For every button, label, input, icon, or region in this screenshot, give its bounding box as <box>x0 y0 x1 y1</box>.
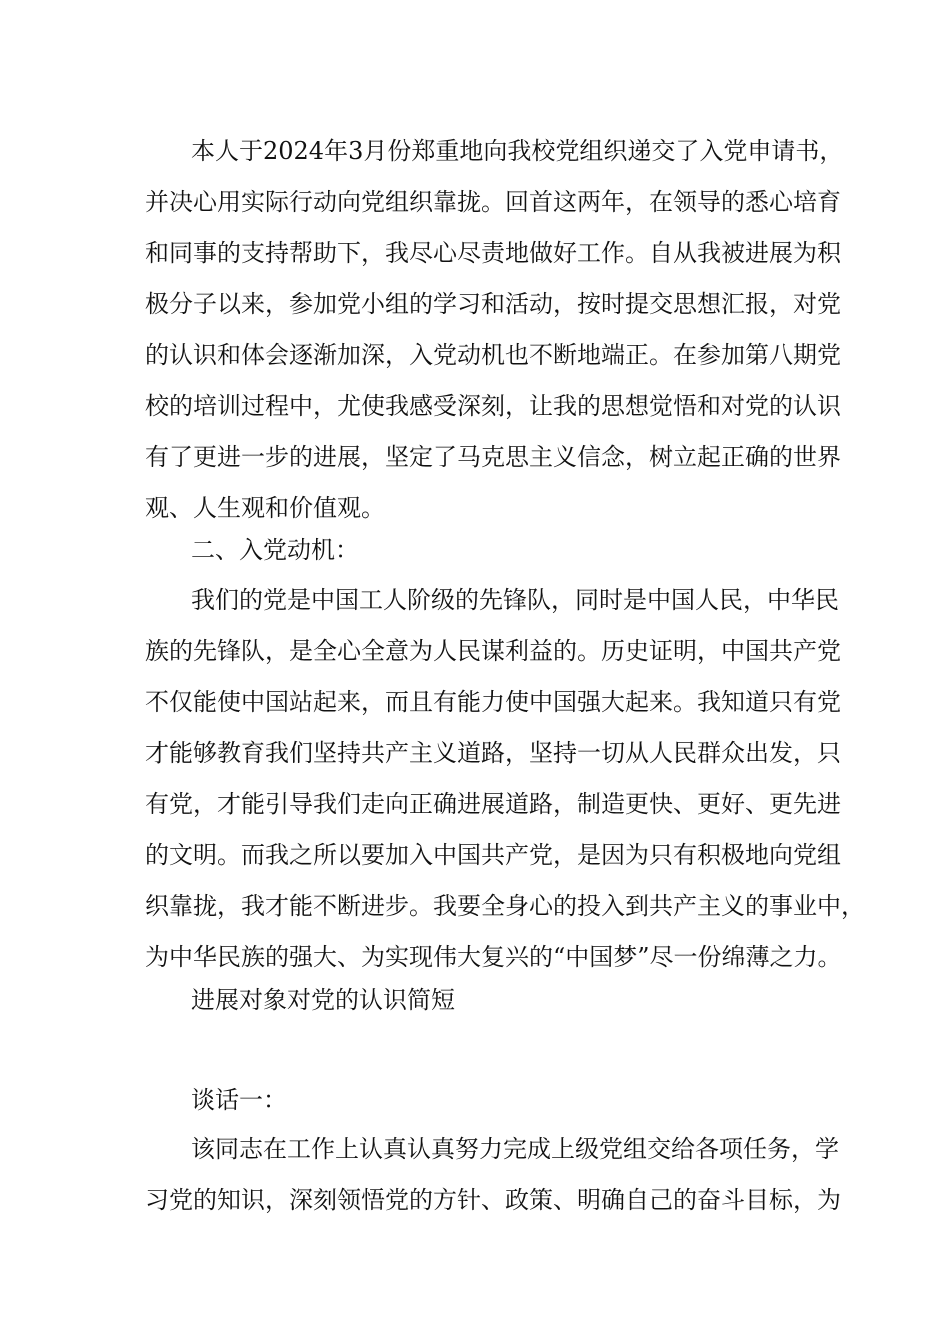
section-heading-2 <box>145 525 835 576</box>
title-line-block <box>145 975 835 1026</box>
talk-heading-block <box>145 1075 835 1126</box>
paragraph-2-line: 为中华民族的强大、为实现伟大复兴的“中国梦”尽一份绵薄之力。 <box>145 943 842 971</box>
paragraph-1-line: 极分子以来，参加党小组的学习和活动，按时提交思想汇报，对党 <box>145 290 841 318</box>
paragraph-2-line: 族的先锋队，是全心全意为人民谋利益的。历史证明，中国共产党 <box>145 637 841 665</box>
paragraph-1-line: 并决心用实际行动向党组织靠拢。回首这两年，在领导的悉心培育 <box>145 188 841 216</box>
paragraph-3-line: 习党的知识，深刻领悟党的方针、政策、明确自己的奋斗目标，为 <box>145 1186 841 1214</box>
paragraph-1-line: 有了更进一步的进展，坚定了马克思主义信念，树立起正确的世界 <box>145 443 841 471</box>
paragraph-3-line: 该同志在工作上认真认真努力完成上级党组交给各项任务，学 <box>191 1135 839 1163</box>
paragraph-1-line: 校的培训过程中，尤使我感受深刻，让我的思想觉悟和对党的认识 <box>145 392 841 420</box>
talk-heading: 谈话一： <box>191 1086 287 1114</box>
section-heading: 二、入党动机： <box>191 536 359 564</box>
paragraph-3 <box>145 1124 841 1226</box>
paragraph-2-line: 我们的党是中国工人阶级的先锋队，同时是中国人民，中华民 <box>191 586 839 614</box>
paragraph-2-line: 有党，才能引导我们走向正确进展道路，制造更快、更好、更先进 <box>145 790 841 818</box>
paragraph-2 <box>145 575 865 983</box>
paragraph-1-line: 观、人生观和价值观。 <box>145 494 385 522</box>
title-line: 进展对象对党的认识简短 <box>191 986 455 1014</box>
paragraph-2-line: 才能够教育我们坚持共产主义道路，坚持一切从人民群众出发，只 <box>145 739 841 767</box>
paragraph-2-line: 不仅能使中国站起来，而且有能力使中国强大起来。我知道只有党 <box>145 688 841 716</box>
paragraph-1-line: 的认识和体会逐渐加深，入党动机也不断地端正。在参加第八期党 <box>145 341 841 369</box>
paragraph-1 <box>145 126 844 534</box>
paragraph-2-line: 织靠拢，我才能不断进步。我要全身心的投入到共产主义的事业中， <box>145 892 865 920</box>
paragraph-2-line: 的文明。而我之所以要加入中国共产党，是因为只有积极地向党组 <box>145 841 841 869</box>
paragraph-1-line: 本人于2024年3月份郑重地向我校党组织递交了入党申请书， <box>191 137 844 165</box>
paragraph-1-line: 和同事的支持帮助下，我尽心尽责地做好工作。自从我被进展为积 <box>145 239 841 267</box>
